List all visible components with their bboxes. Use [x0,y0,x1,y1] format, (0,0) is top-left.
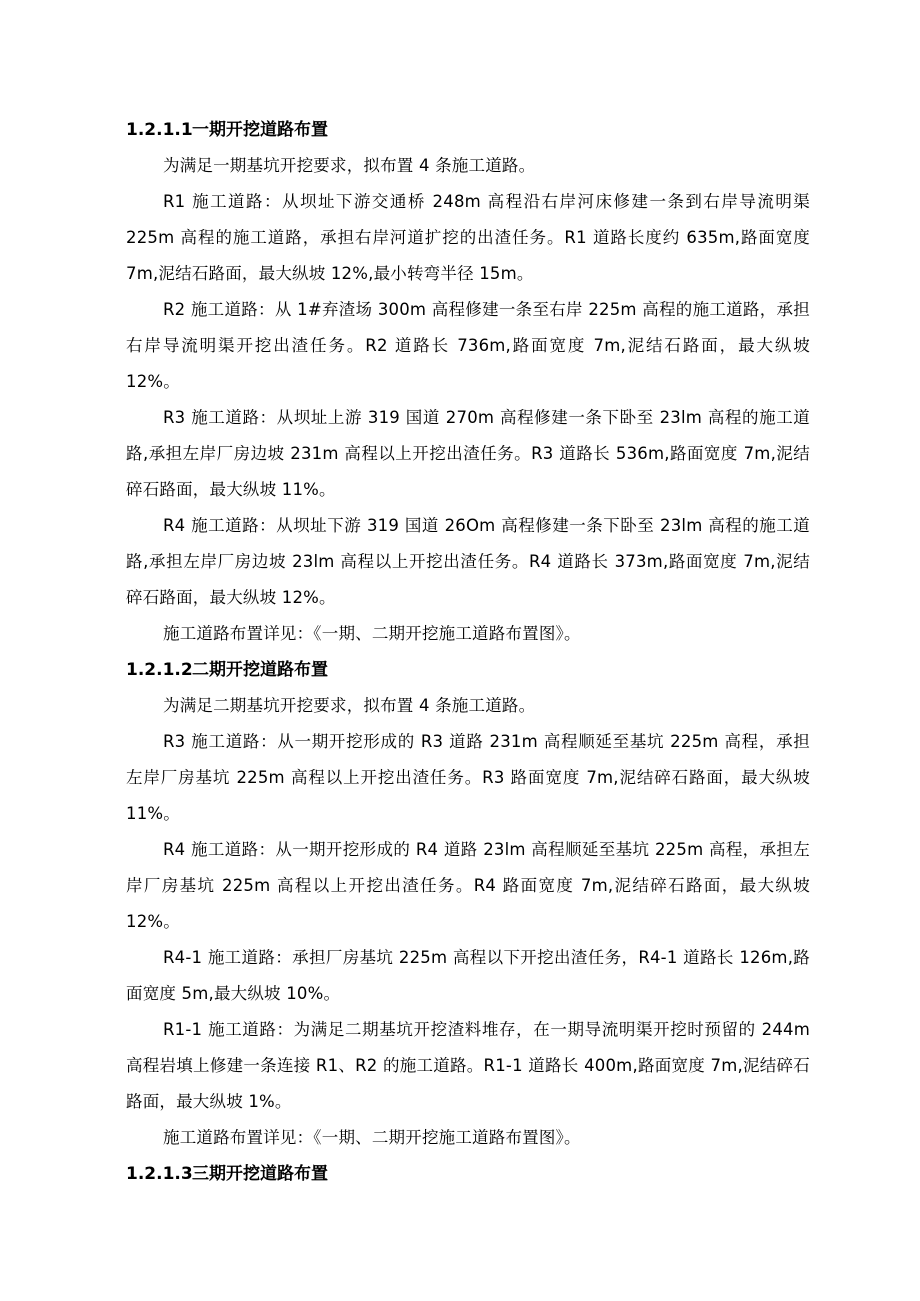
section-number: 1.2.1.2 [126,660,193,680]
section-heading-1-2-1-1 [126,112,810,148]
section-number: 1.2.1.3 [126,1164,193,1184]
paragraph: R3 施工道路：从坝址上游 319 国道 270m 高程修建一条下卧至 23lm 高程的施工道路,承担左岸厂房边坡 231m 高程以上开挖出渣任务。R3 道路长 536m,路面宽度 7m,泥结碎石路面，最大纵坡 11%。 [126,408,810,499]
paragraph: R4 施工道路：从坝址下游 319 国道 26Om 高程修建一条下卧至 23lm 高程的施工道路,承担左岸厂房边坡 23lm 高程以上开挖出渣任务。R4 道路长 373m,路面宽度 7m,泥结碎石路面，最大纵坡 12%。 [126,516,810,607]
section-title: 三期开挖道路布置 [192,1164,328,1184]
section-number: 1.2.1.1 [126,120,193,140]
document-content [126,112,810,1192]
paragraph: R3 施工道路：从一期开挖形成的 R3 道路 231m 高程顺延至基坑 225m 高程，承担左岸厂房基坑 225m 高程以上开挖出渣任务。R3 路面宽度 7m,泥结碎石路面，最大纵坡 11%。 [126,732,810,823]
paragraph: R4 施工道路：从一期开挖形成的 R4 道路 23lm 高程顺延至基坑 225m 高程，承担左岸厂房基坑 225m 高程以上开挖出渣任务。R4 路面宽度 7m,泥结碎石路面，最大纵坡 12%。 [126,840,810,931]
paragraph: R4-1 施工道路：承担厂房基坑 225m 高程以下开挖出渣任务，R4-1 道路长 126m,路面宽度 5m,最大纵坡 10%。 [126,948,810,1003]
section-title: 二期开挖道路布置 [192,660,328,680]
paragraph: R1-1 施工道路：为满足二期基坑开挖渣料堆存，在一期导流明渠开挖时预留的 244m 高程岩填上修建一条连接 R1、R2 的施工道路。R1-1 道路长 400m,路面宽度 7m,泥结碎石路面，最大纵坡 1%。 [126,1020,810,1111]
paragraph: 为满足二期基坑开挖要求，拟布置 4 条施工道路。 [163,696,536,715]
paragraph: 施工道路布置详见：《一期、二期开挖施工道路布置图》。 [163,624,581,643]
section-heading-1-2-1-2 [126,652,810,688]
section-heading-1-2-1-3 [126,1156,810,1192]
paragraph: R2 施工道路：从 1#弃渣场 300m 高程修建一条至右岸 225m 高程的施工道路，承担右岸导流明渠开挖出渣任务。R2 道路长 736m,路面宽度 7m,泥结石路面，最大纵坡 12%。 [126,300,810,391]
paragraph: R1 施工道路：从坝址下游交通桥 248m 高程沿右岸河床修建一条到右岸导流明渠 225m 高程的施工道路，承担右岸河道扩挖的出渣任务。R1 道路长度约 635m,路面宽度 7m,泥结石路面，最大纵坡 12%,最小转弯半径 15m。 [126,192,810,283]
section-title: 一期开挖道路布置 [192,120,328,140]
paragraph: 为满足一期基坑开挖要求，拟布置 4 条施工道路。 [163,156,536,175]
paragraph: 施工道路布置详见：《一期、二期开挖施工道路布置图》。 [163,1128,581,1147]
